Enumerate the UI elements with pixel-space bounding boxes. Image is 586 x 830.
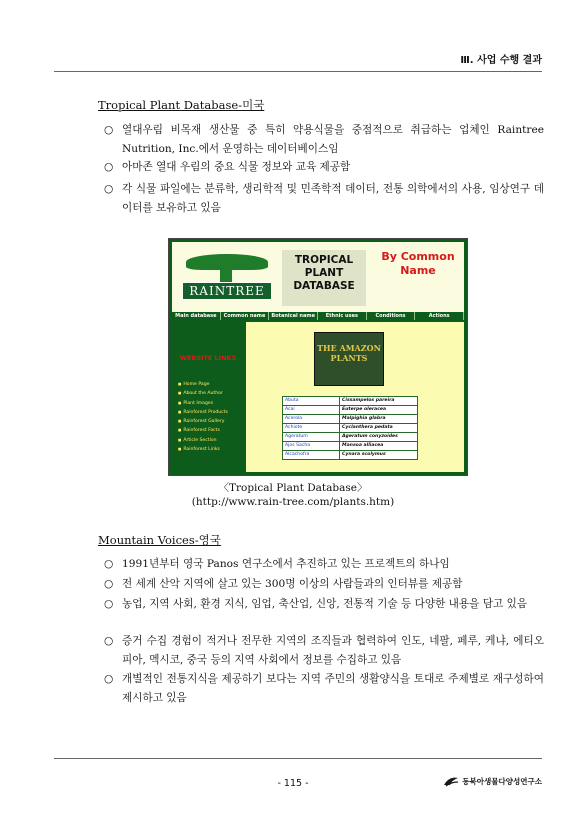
raintree-screenshot (168, 238, 468, 476)
tree-trunk-icon (220, 268, 232, 282)
common-name-cell: Achiote (283, 424, 340, 433)
nav-tab: Conditions (367, 312, 416, 320)
botanical-name-cell: Cynara scolymus (340, 451, 418, 460)
figure-caption: 〈Tropical Plant Database〉 (218, 482, 368, 494)
botanical-name-cell: Cissampelos pareira (340, 397, 418, 406)
section-title-tropical: Tropical Plant Database-미국 (98, 98, 265, 112)
figure-url: (http://www.rain-tree.com/plants.htm) (191, 496, 395, 508)
table-row (283, 433, 418, 442)
screenshot-nav (172, 312, 464, 320)
table-row (283, 415, 418, 424)
botanical-name-cell: Cyclanthera pedata (340, 424, 418, 433)
screenshot-banner (172, 242, 464, 312)
bullet-text: 아마존 열대 우림의 중요 식물 정보와 교육 제공함 (122, 161, 351, 173)
page-header: Ⅲ. 사업 수행 결과 (460, 55, 542, 66)
botanical-name-cell: Ageratum conyzoides (340, 433, 418, 442)
common-name-cell: Ajos Sacha (283, 442, 340, 451)
bullet-item (104, 158, 544, 177)
screenshot-main (246, 322, 464, 472)
bullet-text: 개별적인 전통지식을 제공하기 보다는 지역 주민의 생활양식을 토대로 주제별로 재구성하여 제시하고 있음 (122, 673, 544, 704)
bullet-mark: ○ (104, 578, 114, 590)
bullet-item (104, 670, 544, 707)
bullet-mark: ○ (104, 183, 114, 195)
common-name-cell: Abuta (283, 397, 340, 406)
nav-tab: Ethnic uses (318, 312, 367, 320)
bullet-item (104, 121, 544, 158)
sidebar-link: ■ Rainforest Facts (178, 426, 228, 435)
botanical-name-cell: Malpighia glabra (340, 415, 418, 424)
bullet-mark: ○ (104, 161, 114, 173)
botanical-name-cell: Mansoa alliacea (340, 442, 418, 451)
bullet-text: 증거 수집 경험이 적거나 전무한 지역의 조직들과 협력하여 인도, 네팔, 페루, 케냐, 에티오피아, 멕시코, 중국 등의 지역 사회에서 정보를 수집하고 있음 (122, 635, 544, 666)
bullet-item (104, 632, 544, 669)
botanical-name-cell: Euterpe oleracea (340, 406, 418, 415)
bullet-mark: ○ (104, 558, 114, 570)
footer-divider (54, 758, 542, 759)
sidebar-link: ■ Home Page (178, 380, 228, 389)
plant-table (282, 396, 418, 460)
footer-org (443, 775, 542, 787)
sidebar-title: WEBSITE LINKS (179, 354, 237, 362)
table-row (283, 442, 418, 451)
bullet-text: 전 세계 산악 지역에 살고 있는 300명 이상의 사람들과의 인터뷰를 제공함 (122, 578, 463, 590)
header-divider (54, 71, 542, 72)
table-row (283, 451, 418, 460)
bullet-mark: ○ (104, 635, 114, 647)
sidebar-link: ■ Rainforest Products (178, 408, 228, 417)
org-logo-icon (443, 775, 459, 787)
raintree-logo: RAINTREE (182, 282, 272, 300)
common-name-cell: Alcachofra (283, 451, 340, 460)
org-name: 동북아생물다양성연구소 (462, 776, 542, 786)
sidebar-link: ■ Plant Images (178, 399, 228, 408)
common-name-cell: Acerola (283, 415, 340, 424)
table-row (283, 424, 418, 433)
nav-tab: Main database (172, 312, 221, 320)
nav-tab: Actions (415, 312, 464, 320)
bullet-item (104, 595, 544, 614)
bullet-item (104, 180, 544, 217)
sidebar-link: ■ Rainforest Gallery (178, 417, 228, 426)
bullet-item (104, 555, 544, 574)
bullet-mark: ○ (104, 673, 114, 685)
screenshot-sidebar (172, 322, 244, 472)
page-number: - 115 - (277, 778, 309, 789)
database-title: TROPICAL PLANT DATABASE (282, 250, 366, 306)
bullet-text: 1991년부터 영국 Panos 연구소에서 추진하고 있는 프로젝트의 하나임 (122, 558, 450, 570)
common-name-cell: Acai (283, 406, 340, 415)
bullet-text: 각 식물 파일에는 분류학, 생리학적 및 민족학적 데이터, 전통 의학에서의 사용, 임상연구 데이터를 보유하고 있음 (122, 183, 544, 214)
table-row (283, 406, 418, 415)
common-name-cell: Ageratum (283, 433, 340, 442)
bullet-text: 농업, 지역 사회, 환경 지식, 임업, 축산업, 신앙, 전통적 기술 등 다양한 내용을 담고 있음 (122, 598, 528, 610)
bullet-mark: ○ (104, 598, 114, 610)
section-title-mountain: Mountain Voices-영국 (98, 533, 221, 547)
nav-tab: Botanical name (269, 312, 318, 320)
table-row (283, 397, 418, 406)
bullet-text: 열대우림 비목재 생산물 중 특히 약용식물을 중점적으로 취급하는 업체인 Raintree Nutrition, Inc.에서 운영하는 데이터베이스임 (122, 124, 544, 155)
bullet-mark: ○ (104, 124, 114, 136)
by-common-name-label: By Common Name (381, 250, 455, 277)
sidebar-link: ■ Article Section (178, 436, 228, 445)
sidebar-link: ■ Rainforest Links (178, 445, 228, 454)
amazon-plants-image: THE AMAZON PLANTS (314, 332, 384, 386)
bullet-item (104, 575, 544, 594)
sidebar-link: ■ About the Author (178, 389, 228, 398)
nav-tab: Common name (221, 312, 270, 320)
